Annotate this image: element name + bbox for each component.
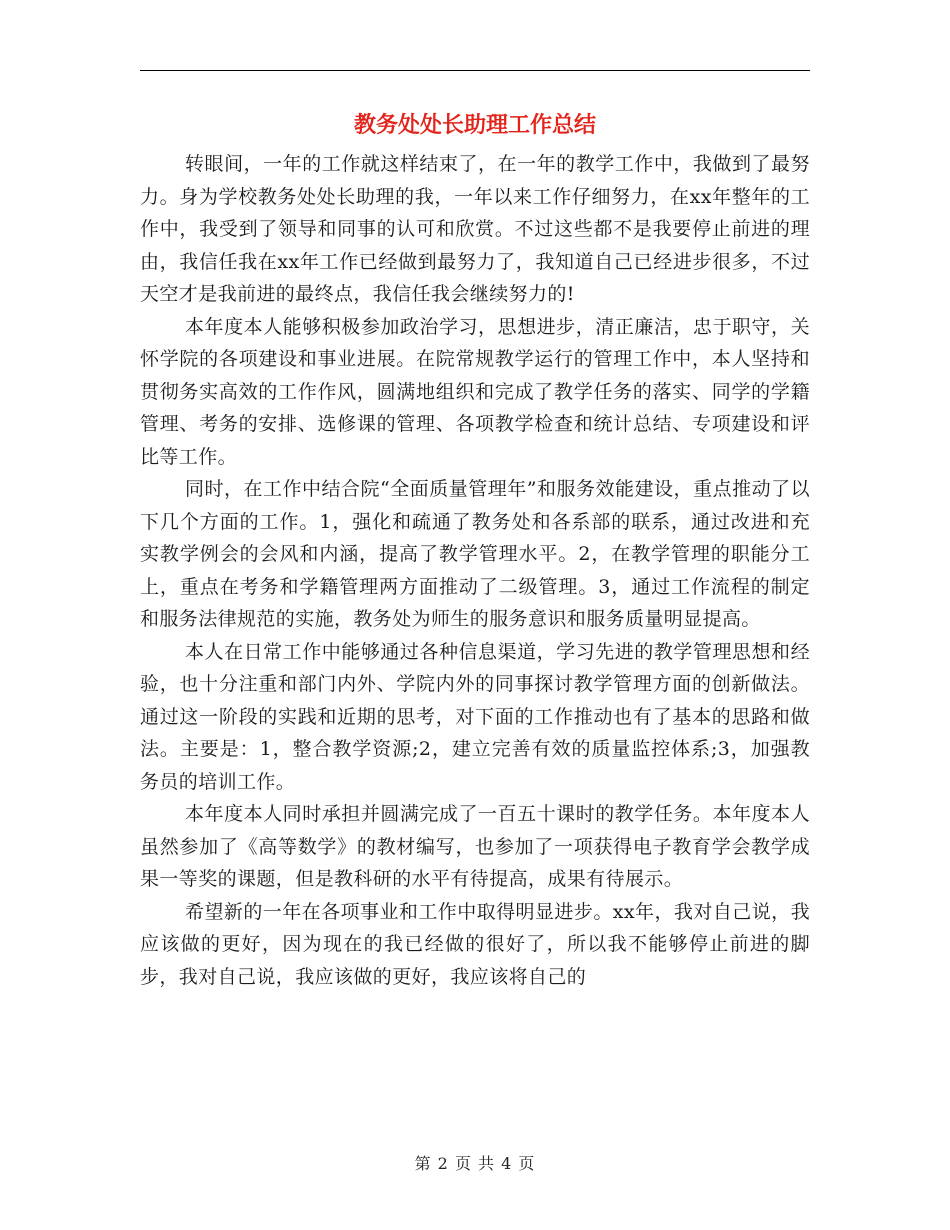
document-body — [140, 148, 810, 993]
paragraph-2: 本年度本人能够积极参加政治学习，思想进步，清正廉洁，忠于职守，关怀学院的各项建设和事业进展。在院常规教学运行的管理工作中，本人坚持和贯彻务实高效的工作作风，圆满地组织和完成了教学任务的落实、同学的学籍管理、考务的安排、选修课的管理、各项教学检查和统计总结、专项建设和评比等工作。 — [140, 315, 810, 468]
document-title: 教务处处长助理工作总结 — [353, 112, 596, 138]
paragraph-1: 转眼间，一年的工作就这样结束了，在一年的教学工作中，我做到了最努力。身为学校教务处处长助理的我，一年以来工作仔细努力，在xx年整年的工作中，我受到了领导和同事的认可和欣赏。不过这些都不是我要停止前进的理由，我信任我在xx年工作已经做到最努力了，我知道自己已经进步很多，不过天空才是我前进的最终点，我信任我会继续努力的! — [140, 153, 810, 305]
paragraph-3: 同时，在工作中结合院“全面质量管理年”和服务效能建设，重点推动了以下几个方面的工作。1，强化和疏通了教务处和各系部的联系，通过改进和充实教学例会的会风和内涵，提高了教学管理水平。2，在教学管理的职能分工上，重点在考务和学籍管理两方面推动了二级管理。3，通过工作流程的制定和服务法律规范的实施，教务处为师生的服务意识和服务质量明显提高。 — [140, 478, 810, 630]
paragraph-6: 希望新的一年在各项事业和工作中取得明显进步。xx年，我对自己说，我应该做的更好，因为现在的我已经做的很好了，所以我不能够停止前进的脚步，我对自己说，我应该做的更好，我应该将自己的 — [140, 900, 810, 988]
paragraph-5: 本年度本人同时承担并圆满完成了一百五十课时的教学任务。本年度本人虽然参加了《高等数学》的教材编写，也参加了一项获得电子教育学会教学成果一等奖的课题，但是教科研的水平有待提高，成果有待展示。 — [140, 803, 810, 890]
header-rule — [140, 70, 810, 71]
page-number: 第 2 页 共 4 页 — [414, 1154, 536, 1173]
paragraph-4: 本人在日常工作中能够通过各种信息渠道，学习先进的教学管理思想和经验，也十分注重和部门内外、学院内外的同事探讨教学管理方面的创新做法。通过这一阶段的实践和近期的思考，对下面的工作推动也有了基本的思路和做法。主要是：1，整合教学资源;2，建立完善有效的质量监控体系;3，加强教务员的培训工作。 — [140, 640, 810, 793]
